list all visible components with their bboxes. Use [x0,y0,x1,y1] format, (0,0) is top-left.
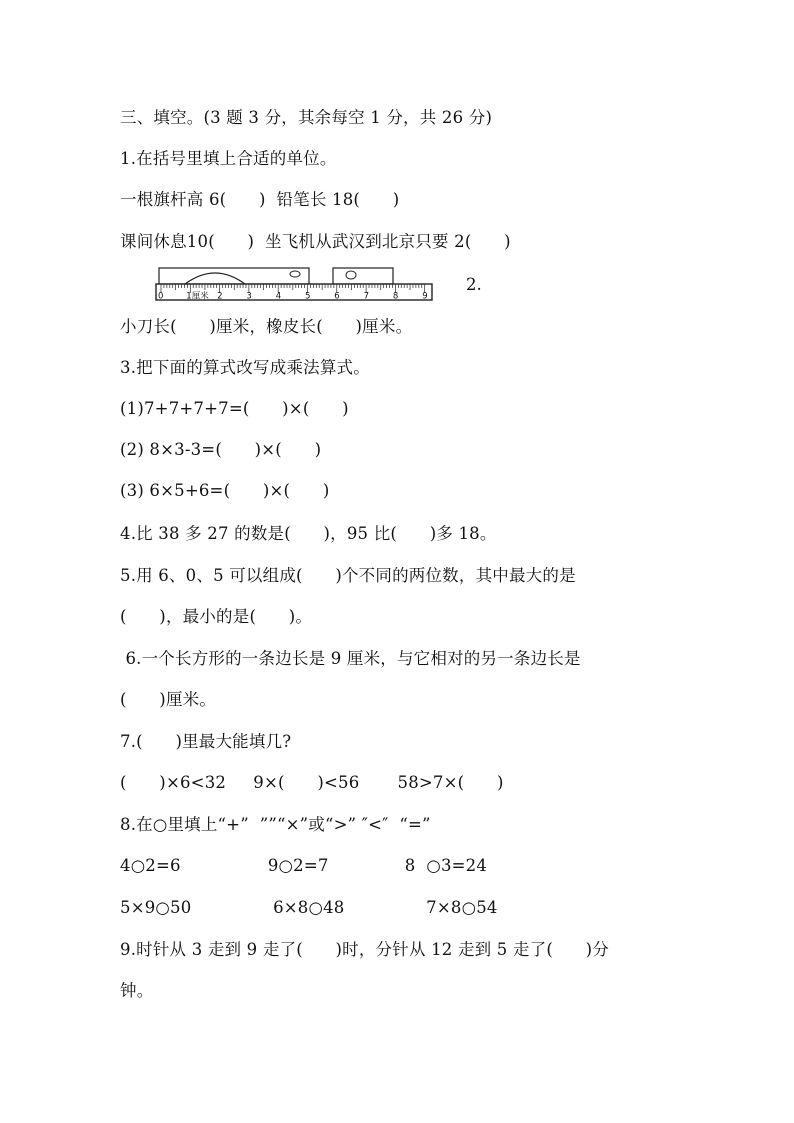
ruler-tick-label: 1厘米 [186,291,209,302]
ruler-tick-label: 9 [422,291,428,302]
q2-number: 2. [466,275,482,294]
q3-item-2: (2) 8×3-3=( )×( ) [120,440,322,459]
q3-item-1: (1)7+7+7+7=( )×( ) [120,399,349,418]
q8-row2: 5×9○50 6×8○48 7×8○54 [120,898,498,917]
q9-line1: 9.时针从 3 走到 9 走了( )时，分针从 12 走到 5 走了( )分 [120,940,609,959]
q9-line2: 钟。 [120,981,154,1000]
q1-line2: 课间休息10( ) 坐飞机从武汉到北京只要 2( ) [120,232,511,251]
q7-title: 7.( )里最大能填几? [120,732,292,751]
ruler-tick-label: 6 [334,291,340,302]
section-title: 三、填空。(3 题 3 分，其余每空 1 分，共 26 分) [120,108,493,127]
ruler-icon [155,264,435,304]
q8-title: 8.在○里填上“+” ””“×”或“>” ″<″ “=” [120,815,431,834]
q6-line1: 6.一个长方形的一条边长是 9 厘米，与它相对的另一条边长是 [120,649,581,668]
ruler-tick-label: 8 [392,291,399,302]
ruler-figure [155,264,435,304]
q4-text: 4.比 38 多 27 的数是( )，95 比( )多 18。 [120,524,497,543]
q6-line2: ( )厘米。 [120,690,217,709]
q2-text: 小刀长( )厘米，橡皮长( )厘米。 [120,317,413,336]
ruler-tick-label: 7 [363,291,370,302]
knife-icon [159,268,309,284]
ruler-tick-label: 2 [217,291,223,302]
ruler-tick-label: 4 [275,291,282,302]
q1-title: 1.在括号里填上合适的单位。 [120,149,337,168]
q3-title: 3.把下面的算式改写成乘法算式。 [120,358,370,377]
q5-line1: 5.用 6、0、5 可以组成( )个不同的两位数，其中最大的是 [120,566,576,585]
ruler-tick-label: 0 [158,291,164,302]
eraser-icon [333,268,393,284]
q3-item-3: (3) 6×5+6=( )×( ) [120,481,330,500]
ruler-tick-label: 5 [305,291,311,302]
ruler-tick-label: 3 [246,291,252,302]
q1-line1: 一根旗杆高 6( ) 铅笔长 18( ) [120,190,400,209]
q5-line2: ( )，最小的是( )。 [120,607,313,626]
q7-line: ( )×6<32 9×( )<56 58>7×( ) [120,773,504,792]
q8-row1: 4○2=6 9○2=7 8 ○3=24 [120,856,488,875]
